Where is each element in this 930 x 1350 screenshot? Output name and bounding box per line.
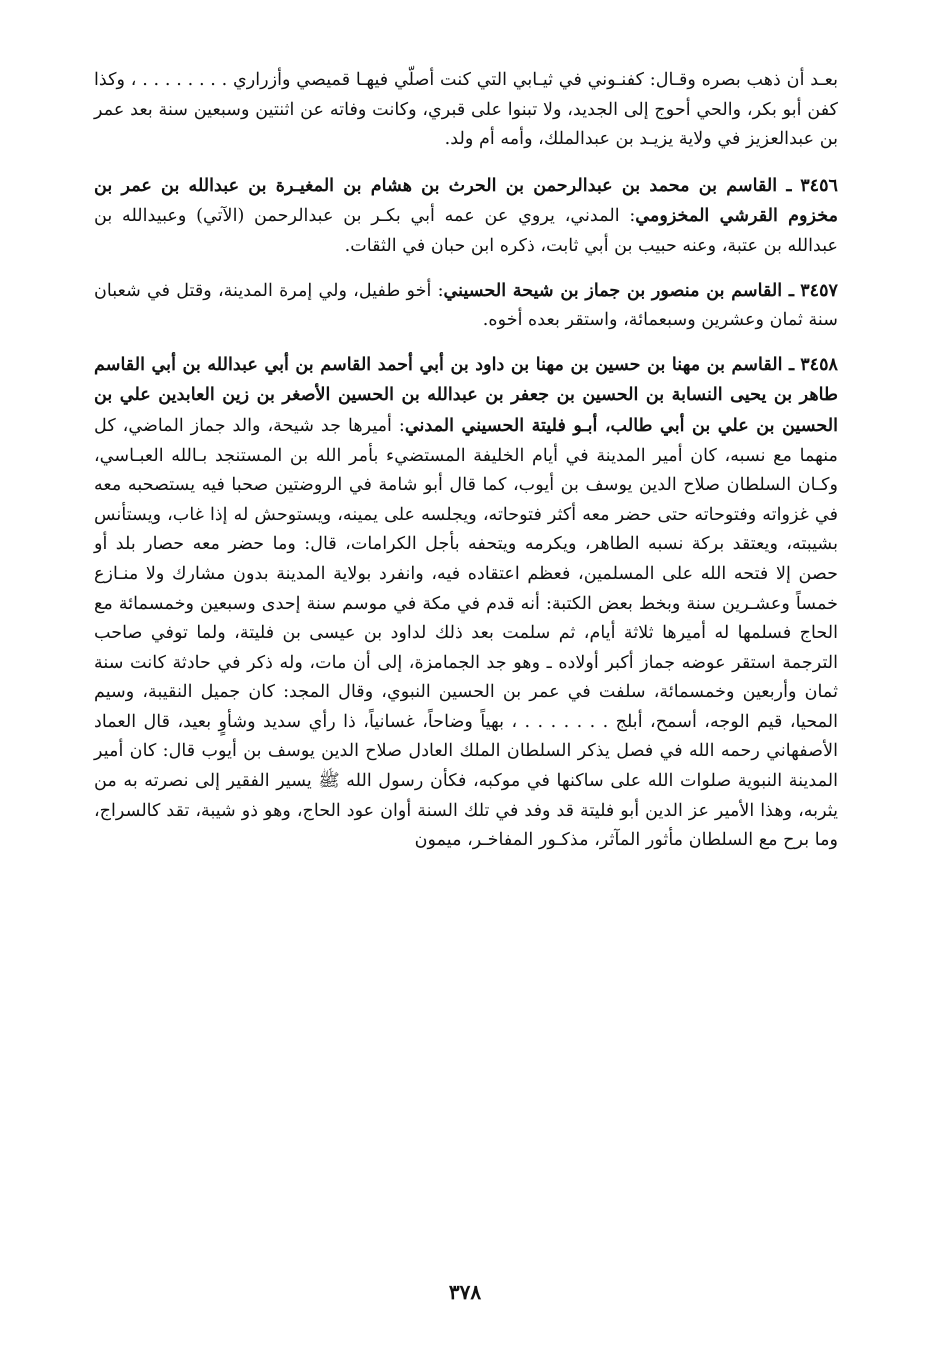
entry-heading: ـ القاسم بن منصور بن جماز بن شيحة الحسيني: [443, 279, 795, 301]
entry-3457: [94, 276, 838, 336]
entry-body: : أخو طفيل، ولي إمرة المدينة، وقتل في شعبان سنة ثمان وعشرين وسبعمائة، واستقر بعده أخوه.: [94, 280, 838, 331]
entry-body: : المدني، يروي عن عمه أبي بكـر بن عبدالرحمن (الآتي) وعبيدالله بن عبدالله بن عتبة، وعنه حبيب بن أبي ثابت، ذكره ابن حبان في الثقات.: [94, 206, 838, 256]
page-body: [94, 66, 838, 1246]
entry-number: ٣٤٥٦: [800, 174, 838, 196]
entry-number: ٣٤٥٧: [800, 279, 838, 301]
entry-3458: [94, 350, 838, 856]
entry-number: ٣٤٥٨: [800, 353, 838, 375]
entry-heading: ـ القاسم بن مهنا بن حسين بن مهنا بن داود بن أبي أحمد القاسم بن أبي عبدالله بن أبي القاسم طاهر بن يحيى النسابة بن الحسين بن جعفر بن عبدالله بن الحسين الأصغر بن زين العابدين علي بن الحسين بن علي بن أبي طالب، أبـو فليتة الحسيني المدني: [94, 353, 838, 436]
continuation-paragraph: بعـد أن ذهب بصره وقـال: كفنـوني في ثيـابي التي كنت أصلّي فيهـا قميصي وأزراري . . . . . . . . ، وكذا كفن أبو بكر، والحي أحوج إلى الجديد، ولا تبنوا على قبري، وكانت وفاته عن اثنتين وسبعين سنة بعد عمر بن عبدالعزيز في ولاية يزيـد بن عبدالملك، وأمه أم ولد.: [94, 70, 838, 150]
page-number: ٣٧٨: [448, 1280, 482, 1304]
entry-heading: ـ القاسم بن محمد بن عبدالرحمن بن الحرث بن هشام بن المغيـرة بن عبدالله بن عمر بن مخزوم القرشي المخزومي: [94, 174, 838, 227]
entry-body: : أميرها جد شيحة، والد جماز الماضي، كل منهما مع نسبه، كان أمير المدينة في أيام الخليفة المستضيء بأمر الله بن المستنجد بـالله العبـاسي، وكـان السلطان صلاح الدين يوسف بن أيوب، كما قال أبو شامة في الروضتين صحبا فيه يستصحبه معه في غزواته وفتوحاته حتى حضر معه أكثر فتوحاته، ويجلسه على يمينه، ويستوحش له إذا غاب، ويستأنس بشيبته، ويعتقد بركة نسبه الطاهر، ويكرمه ويتحفه بأجل الكرامات، قال: وما حضر معه حصار بلد أو حصن إلا فتحه الله على المسلمين، فعظم اعتقاده فيه، وانفرد بولاية المدينة بدون مشارك ولا منـازع خمساً وعشـرين سنة وبخط بعض الكتبة: أنه قدم في مكة في موسم سنة إحدى وسبعين وخمسمائة مع الحاج فسلمها له أميرها ثلاثة أيام، ثم سلمت بعد ذلك لداود بن عيسى بن فليتة، ولما توفي صاحب الترجمة استقر عوضه جماز أكبر أولاده ـ وهو جد الجمامزة، إلى أن مات، وله ذكر في حادثة كانت سنة ثمان وأربعين وخمسمائة، سلفت في عمر بن الحسين النبوي، وقال المجد: كان جميل النقيبة، وسيم المحيا، قيم الوجه، أسمح، أبلج . . . . . . . ، بهياً وضاحاً، غسانياً، ذا رأي سديد وشأوٍ بعيد، قال العماد الأصفهاني رحمه الله في فصل يذكر السلطان الملك العادل صلاح الدين يوسف بن أيوب قال: كان أمير المدينة النبوية صلوات الله على ساكنها في موكبه، فكأن رسول الله ﷺ يسير الفقير إلى نصرته به من يثربه، وهذا الأمير عز الدين أبو فليتة قد وفد في تلك السنة أوان عود الحاج، وهو ذو شيبة، تقد كالسراج، وما برح مع السلطان مأثور المآثر، مذكـور المفاخـر، ميمون: [94, 415, 838, 851]
entry-3456: [94, 171, 838, 262]
